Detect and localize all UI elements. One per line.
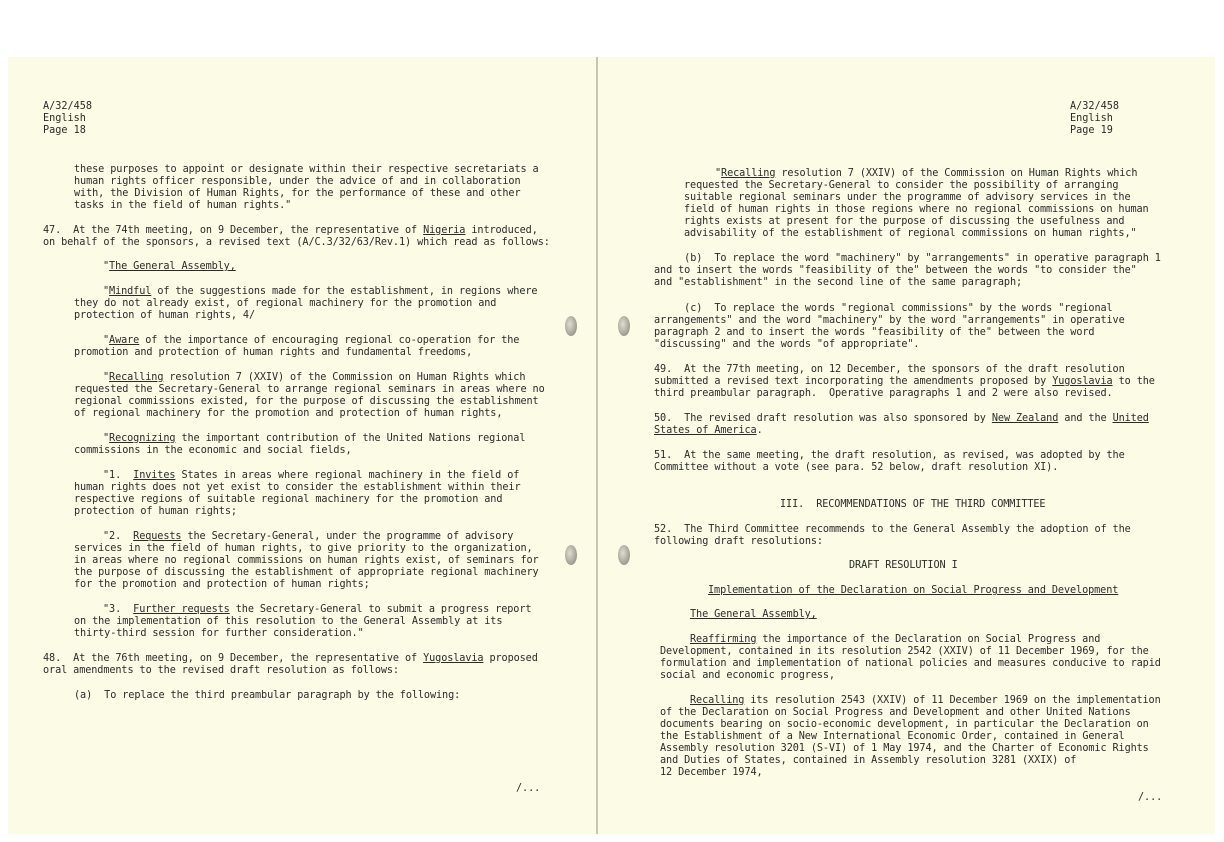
paragraph-51: 51. At the same meeting, the draft resolution, as revised, was adopted by the	[654, 450, 1125, 461]
doc-language: English	[1070, 113, 1113, 124]
operative-line: protection of human rights;	[74, 506, 237, 517]
preamble-line: and Duties of States, contained in Assembly resolution 3281 (XXIX) of	[660, 755, 1077, 766]
continuation-line: human rights officer responsible, under the advice of and in collaboration	[74, 176, 521, 187]
operative-line: services in the field of human rights, to give priority to the organization,	[74, 543, 533, 554]
draft-resolution-title: Implementation of the Declaration on Social Progress and Development	[708, 585, 1119, 596]
ga-heading: The General Assembly,	[690, 609, 817, 620]
amendment-c: (c) To replace the words "regional commissions" by the words "regional	[654, 303, 1113, 314]
amendment-b: and to insert the words "feasibility of the" between the words "to consider the"	[654, 265, 1137, 276]
amendment-b: (b) To replace the word "machinery" by "arrangements" in operative paragraph 1	[654, 253, 1161, 264]
doc-symbol: A/32/458	[1070, 101, 1120, 112]
amendment-a: (a) To replace the third preambular paragraph by the following:	[74, 690, 461, 701]
paragraph-47: 47. At the 74th meeting, on 9 December, the representative of Nigeria introduced,	[43, 225, 538, 236]
paragraph-51-line: Committee without a vote (see para. 52 below, draft resolution XI).	[654, 462, 1059, 473]
paragraph-47-line: on behalf of the sponsors, a revised text (A/C.3/32/63/Rev.1) which read as follows:	[43, 237, 550, 248]
operative-3: "3. Further requests the Secretary-General to submit a progress report	[103, 604, 532, 615]
continuation-mark: /...	[1138, 792, 1163, 803]
preamble-line: Development, contained in its resolution 2542 (XXIV) of 11 December 1969, for the	[660, 646, 1149, 657]
continuation-line: these purposes to appoint or designate within their respective secretariats a	[74, 164, 539, 175]
amended-line: advisability of the establishment of regional commissions on human rights,"	[684, 228, 1137, 239]
preamble-line: of the Declaration on Social Progress and Development and other United Nations	[660, 707, 1131, 718]
amended-line: rights exists at present for the purpose of discussing the usefulness and	[684, 216, 1125, 227]
binder-hole	[565, 316, 577, 336]
operative-line: thirty-third session for further consideration."	[74, 628, 364, 639]
preamble-line: protection of human rights, 4/	[74, 310, 256, 321]
preamble-line: formulation and implementation of national policies and measures conducive to rapid	[660, 658, 1161, 669]
draft-resolution-heading: DRAFT RESOLUTION I	[849, 560, 958, 571]
preamble-line: promotion and protection of human rights and fundamental freedoms,	[74, 347, 473, 358]
doc-symbol: A/32/458	[43, 101, 93, 112]
preamble-line: social and economic progress,	[660, 670, 835, 681]
operative-line: human rights does not yet exist to consider the establishment within their	[74, 482, 521, 493]
preamble-line: documents bearing on socio-economic development, in particular the Declaration on	[660, 719, 1149, 730]
paragraph-52-line: following draft resolutions:	[654, 536, 823, 547]
preamble-line: of regional machinery for the promotion and protection of human rights,	[74, 408, 503, 419]
amended-line: requested the Secretary-General to consider the possibility of arranging	[684, 180, 1119, 191]
preamble-line: requested the Secretary-General to arrange regional seminars in areas where no	[74, 384, 545, 395]
amendment-c: paragraph 2 and to insert the words "feasibility of the" between the word	[654, 327, 1095, 338]
paragraph-50: 50. The revised draft resolution was also sponsored by New Zealand and the United	[654, 413, 1149, 424]
continuation-line: with, the Division of Human Rights, for the performance of these and other	[74, 188, 521, 199]
section-heading: III. RECOMMENDATIONS OF THE THIRD COMMITTEE	[780, 499, 1046, 510]
paragraph-48: 48. At the 76th meeting, on 9 December, the representative of Yugoslavia proposed	[43, 653, 538, 664]
amendment-b: and "establishment" in the second line of the same paragraph;	[654, 277, 1023, 288]
preamble-line: regional commissions existed, for the purpose of discussing the establishment	[74, 396, 539, 407]
preamble-recalling: "Recalling resolution 7 (XXIV) of the Commission on Human Rights which	[103, 372, 526, 383]
page-number: Page 18	[43, 125, 86, 136]
country-name: Nigeria	[423, 225, 466, 236]
paragraph-49-line: third preambular paragraph. Operative paragraphs 1 and 2 were also revised.	[654, 388, 1113, 399]
preamble-line: Assembly resolution 3201 (S-VI) of 1 May 1974, and the Charter of Economic Rights	[660, 743, 1149, 754]
scanned-spread	[8, 57, 1215, 834]
paragraph-49-line: submitted a revised text incorporating the amendments proposed by Yugoslavia to the	[654, 376, 1155, 387]
paragraph-48-line: oral amendments to the revised draft resolution as follows:	[43, 665, 399, 676]
amended-line: field of human rights in those regions where no regional commissions on human	[684, 204, 1149, 215]
preamble-recognizing: "Recognizing the important contribution of the United Nations regional	[103, 433, 526, 444]
page-number: Page 19	[1070, 125, 1113, 136]
preamble-reaffirming: Reaffirming the importance of the Declaration on Social Progress and	[690, 634, 1101, 645]
ga-heading: "The General Assembly,	[103, 261, 236, 272]
operative-2: "2. Requests the Secretary-General, under the programme of advisory	[103, 531, 514, 542]
operative-line: the purpose of discussing the establishment of appropriate regional machinery	[74, 567, 539, 578]
operative-line: in areas where no regional commissions on human rights exist, of seminars for	[74, 555, 539, 566]
paragraph-52: 52. The Third Committee recommends to the General Assembly the adoption of the	[654, 524, 1131, 535]
preamble-mindful: "Mindful of the suggestions made for the establishment, in regions where	[103, 286, 538, 297]
paragraph-49: 49. At the 77th meeting, on 12 December, the sponsors of the draft resolution	[654, 364, 1125, 375]
preamble-line: commissions in the economic and social fields,	[74, 445, 352, 456]
continuation-mark: /...	[516, 783, 541, 794]
binder-hole	[565, 545, 577, 565]
operative-line: on the implementation of this resolution to the General Assembly at its	[74, 616, 503, 627]
continuation-line: tasks in the field of human rights."	[74, 200, 292, 211]
operative-1: "1. Invites States in areas where regional machinery in the field of	[103, 470, 520, 481]
right-page	[598, 57, 1215, 834]
paragraph-50-line: States of America.	[654, 425, 763, 436]
doc-language: English	[43, 113, 86, 124]
preamble-recalling: Recalling its resolution 2543 (XXIV) of 11 December 1969 on the implementation	[690, 695, 1161, 706]
operative-line: for the promotion and protection of human rights;	[74, 579, 370, 590]
amendment-c: arrangements" and the word "machinery" by the word "arrangements" in operative	[654, 315, 1125, 326]
operative-line: respective regions of suitable regional machinery for the promotion and	[74, 494, 503, 505]
preamble-line: the Establishment of a New International Economic Order, contained in General	[660, 731, 1125, 742]
amendment-c: "discussing" and the words "of appropriate".	[654, 339, 920, 350]
preamble-line: 12 December 1974,	[660, 767, 763, 778]
left-page	[8, 57, 597, 834]
preamble-aware: "Aware of the importance of encouraging regional co-operation for the	[103, 335, 520, 346]
preamble-line: they do not already exist, of regional machinery for the promotion and	[74, 298, 497, 309]
country-name: Yugoslavia	[423, 653, 484, 664]
amended-recalling: "Recalling resolution 7 (XXIV) of the Commission on Human Rights which	[715, 168, 1138, 179]
amended-line: suitable regional seminars under the programme of advisory services in the	[684, 192, 1131, 203]
